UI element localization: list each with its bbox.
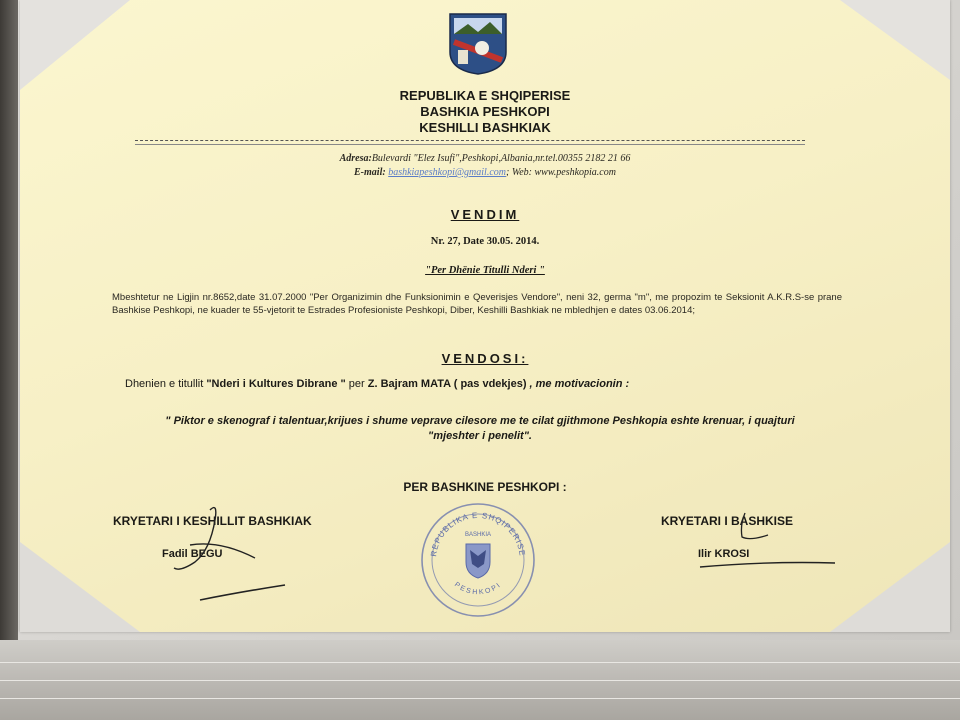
header-divider-solid <box>135 144 805 145</box>
left-signatory-title: KRYETARI I KESHILLIT BASHKIAK <box>113 514 312 528</box>
grant-line <box>125 378 845 390</box>
decision-number: Nr. 27, Date 30.05. 2014. <box>430 236 540 247</box>
email-link[interactable]: bashkiapeshkopi@gmail.com <box>388 167 506 178</box>
left-signatory-name: Fadil BEGU <box>162 548 223 560</box>
header-council: KESHILLI BASHKIAK <box>419 120 551 135</box>
grant-title: "Nderi i Kultures Dibrane " <box>206 378 346 390</box>
right-signature-mark <box>690 505 840 575</box>
decides-heading: VENDOSI: <box>441 351 529 366</box>
header-republic: REPUBLIKA E SHQIPERISE <box>399 88 571 103</box>
header-divider <box>135 140 805 141</box>
header-municipality: BASHKIA PESHKOPI <box>420 104 550 119</box>
motivation-line-2: "mjeshter i penelit". <box>428 430 532 442</box>
grant-person: Z. Bajram MATA ( pas vdekjes) <box>367 378 527 390</box>
web-text: ; Web: www.peshkopia.com <box>505 167 616 178</box>
decision-body: Mbeshtetur ne Ligjin nr.8652,date 31.07.2000 "Per Organizimin dhe Funksionimin e Qeverisjes Vendore", neni 32, germa "m", me propozim te Seksionit A.K.R.S-se prane Bashkise Peshkopi, ne kuader te 55-vjetorit te Estrades Profesioniste Peshkopi, Diber, Keshilli Bashkiak ne mbledhjen e dates 03.06.2014; <box>112 292 842 316</box>
grant-mid: per <box>345 378 368 390</box>
motivation-line-1: " Piktor e skenograf i talentuar,krijues i shume veprave cilesore me te cilat gjithmone Peshkopia eshte krenuar, i quajturi <box>165 415 795 427</box>
left-signature-mark <box>160 500 300 610</box>
right-signatory-title: KRYETARI I BASHKISE <box>661 514 794 528</box>
right-signatory-name: Ilir KROSI <box>698 548 750 560</box>
frame-bottom-mat <box>0 640 960 720</box>
signature-heading: PER BASHKINE PESHKOPI : <box>403 480 567 494</box>
grant-prefix: Dhenien e titullit <box>125 378 207 390</box>
address-line <box>20 152 950 166</box>
stamp-ring-text: REPUBLIKA E SHQIPERISE <box>429 510 527 558</box>
svg-text:PESHKOPI <box>453 581 503 596</box>
official-stamp <box>418 500 538 620</box>
grant-suffix: , me motivacionin : <box>526 378 630 390</box>
corner-holder-top-left <box>20 0 130 90</box>
corner-holder-bottom-left <box>20 542 140 632</box>
email-label: E-mail: <box>354 167 386 178</box>
stamp-inner-text: BASHKIA <box>464 532 492 538</box>
stamp-bottom-text: PESHKOPI <box>452 581 504 597</box>
decision-title: VENDIM <box>450 207 520 222</box>
municipality-emblem <box>448 12 508 76</box>
motivation-text <box>100 414 860 444</box>
address-label: Adresa: <box>339 153 372 164</box>
frame-shadow-left <box>0 0 18 720</box>
corner-holder-top-right <box>840 0 950 80</box>
decision-subject: "Per Dhënie Titulli Nderi " <box>425 265 545 276</box>
corner-holder-bottom-right <box>830 542 950 632</box>
address-text: Bulevardi "Elez Isufi",Peshkopi,Albania,nr.tel.00355 2182 21 66 <box>371 153 631 164</box>
contact-line <box>20 166 950 180</box>
